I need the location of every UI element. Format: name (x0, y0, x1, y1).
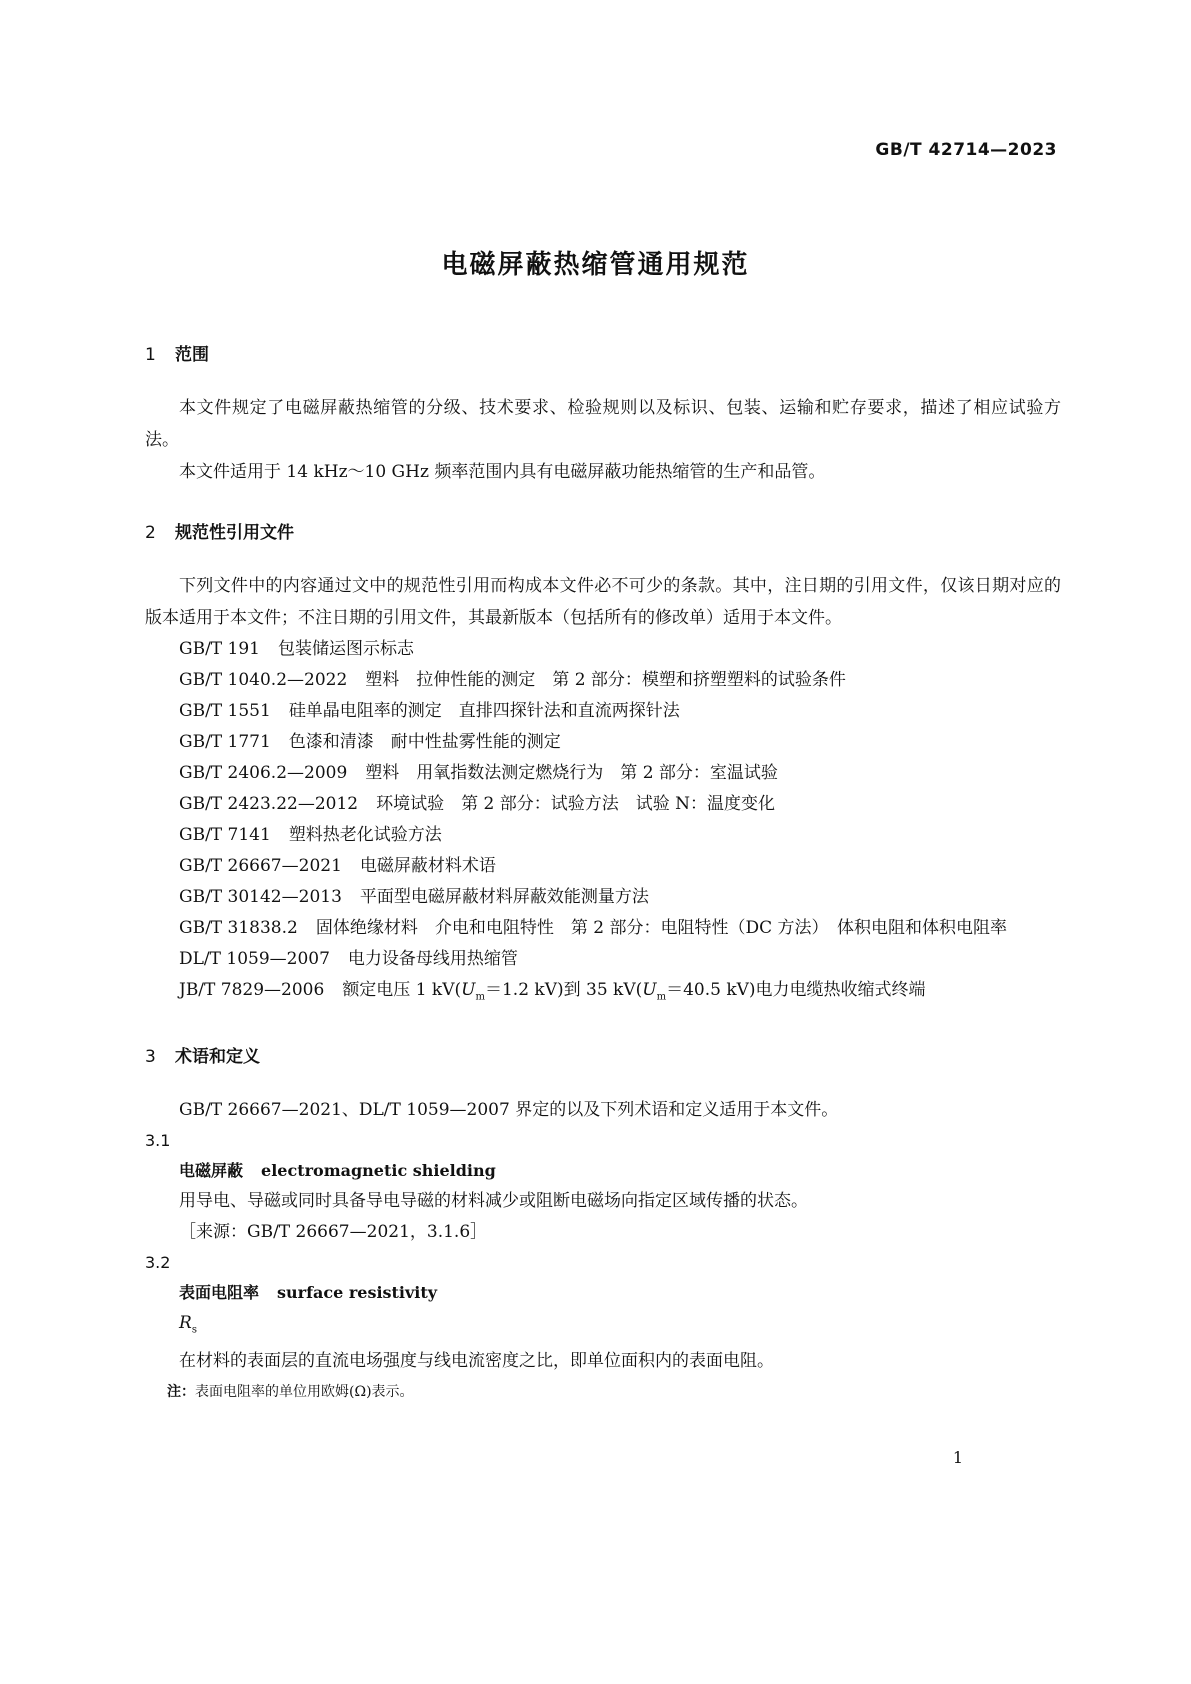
section-title: 术语和定义 (175, 1047, 260, 1068)
section-heading-scope (145, 340, 1061, 370)
reference-item (145, 789, 1061, 820)
term-definition: 用导电、导磁或同时具备导电导磁的材料减少或阻断电磁场向指定区域传播的状态。 (179, 1191, 808, 1212)
reference-item (145, 975, 1061, 1012)
reference-title: 塑料 用氧指数法测定燃烧行为 第 2 部分：室温试验 (365, 763, 778, 783)
symbol-subscript: s (191, 1324, 197, 1336)
reference-code: GB/T 26667—2021 (179, 856, 342, 876)
reference-title-part: 额定电压 1 kV( (342, 980, 462, 1000)
reference-title: 塑料热老化试验方法 (288, 825, 442, 845)
reference-item (145, 727, 1061, 758)
term-chinese: 表面电阻率 (179, 1283, 260, 1303)
standard-number: GB/T 42714—2023 (875, 140, 1057, 160)
normative-intro: 下列文件中的内容通过文中的规范性引用而构成本文件必不可少的条款。其中，注日期的引用文件，仅该日期对应的版本适用于本文件；不注日期的引用文件，其最新版本（包括所有的修改单）适用于本文件。 (145, 576, 1061, 628)
reference-title-part: ＝1.2 kV)到 35 kV( (484, 980, 643, 1000)
document-title: 电磁屏蔽热缩管通用规范 (441, 250, 750, 280)
reference-title: 色漆和清漆 耐中性盐雾性能的测定 (288, 732, 561, 752)
voltage-symbol: U (461, 980, 476, 1000)
reference-title: 固体绝缘材料 介电和电阻特性 第 2 部分：电阻特性（DC 方法） 体积电阻和体积电阻率 (315, 918, 1008, 938)
reference-item (145, 913, 1061, 944)
section-number: 3 (145, 1047, 156, 1068)
scope-paragraph-2: 本文件适用于 14 kHz～10 GHz 频率范围内具有电磁屏蔽功能热缩管的生产和品管。 (179, 462, 826, 482)
reference-item (145, 634, 1061, 665)
voltage-symbol: U (642, 980, 657, 1000)
reference-code: GB/T 2406.2—2009 (179, 763, 348, 783)
section-heading-terms (145, 1042, 1061, 1072)
section-number: 1 (145, 345, 156, 365)
section-heading-normative (145, 518, 1061, 548)
reference-title: 电力设备母线用热缩管 (347, 949, 518, 969)
reference-code: GB/T 30142—2013 (179, 887, 342, 907)
section-title: 范围 (175, 345, 209, 365)
reference-code: GB/T 1040.2—2022 (179, 670, 348, 690)
page-number: 1 (952, 1448, 963, 1467)
reference-title: 塑料 拉伸性能的测定 第 2 部分：模塑和挤塑塑料的试验条件 (365, 670, 846, 690)
section-number: 2 (145, 523, 156, 543)
term-number: 3.1 (145, 1131, 171, 1151)
term-source: ［来源：GB/T 26667—2021，3.1.6］ (179, 1222, 488, 1243)
scope-paragraph-1: 本文件规定了电磁屏蔽热缩管的分级、技术要求、检验规则以及标识、包装、运输和贮存要求，描述了相应试验方法。 (145, 398, 1061, 450)
term-english: surface resistivity (277, 1283, 438, 1303)
term-english: electromagnetic shielding (261, 1161, 496, 1181)
reference-title: 包装储运图示标志 (278, 639, 414, 659)
reference-item (145, 758, 1061, 789)
term-heading (145, 1278, 1061, 1308)
reference-title: 环境试验 第 2 部分：试验方法 试验 N：温度变化 (376, 794, 776, 814)
reference-code: GB/T 1771 (179, 732, 271, 752)
reference-code: JB/T 7829—2006 (179, 980, 325, 1000)
term-symbol (145, 1308, 1061, 1345)
reference-item (145, 820, 1061, 851)
symbol-letter: R (179, 1313, 192, 1334)
term-number: 3.2 (145, 1253, 171, 1273)
note-text: 表面电阻率的单位用欧姆(Ω)表示。 (195, 1383, 414, 1400)
reference-item (145, 696, 1061, 727)
voltage-subscript: m (656, 991, 667, 1003)
reference-code: GB/T 7141 (179, 825, 271, 845)
reference-code: GB/T 191 (179, 639, 260, 659)
reference-item (145, 882, 1061, 913)
term-heading (145, 1156, 1061, 1186)
reference-title: 硅单晶电阻率的测定 直排四探针法和直流两探针法 (288, 701, 680, 721)
document-body (145, 340, 1061, 1407)
reference-code: GB/T 1551 (179, 701, 271, 721)
reference-code: GB/T 31838.2 (179, 918, 298, 938)
term-note (145, 1377, 1061, 1407)
reference-code: DL/T 1059—2007 (179, 949, 330, 969)
reference-title: 平面型电磁屏蔽材料屏蔽效能测量方法 (359, 887, 649, 907)
term-chinese: 电磁屏蔽 (179, 1161, 244, 1181)
note-label: 注： (167, 1383, 195, 1400)
term-definition: 在材料的表面层的直流电场强度与线电流密度之比，即单位面积内的表面电阻。 (179, 1350, 774, 1371)
terms-intro: GB/T 26667—2021、DL/T 1059—2007 界定的以及下列术语和定义适用于本文件。 (179, 1100, 839, 1121)
reference-item (145, 851, 1061, 882)
reference-item (145, 944, 1061, 975)
reference-item (145, 665, 1061, 696)
reference-title: 电磁屏蔽材料术语 (359, 856, 496, 876)
section-title: 规范性引用文件 (175, 523, 294, 543)
voltage-subscript: m (475, 991, 485, 1003)
reference-code: GB/T 2423.22—2012 (179, 794, 359, 814)
reference-title-part: ＝40.5 kV)电力电缆热收缩式终端 (666, 980, 926, 1000)
